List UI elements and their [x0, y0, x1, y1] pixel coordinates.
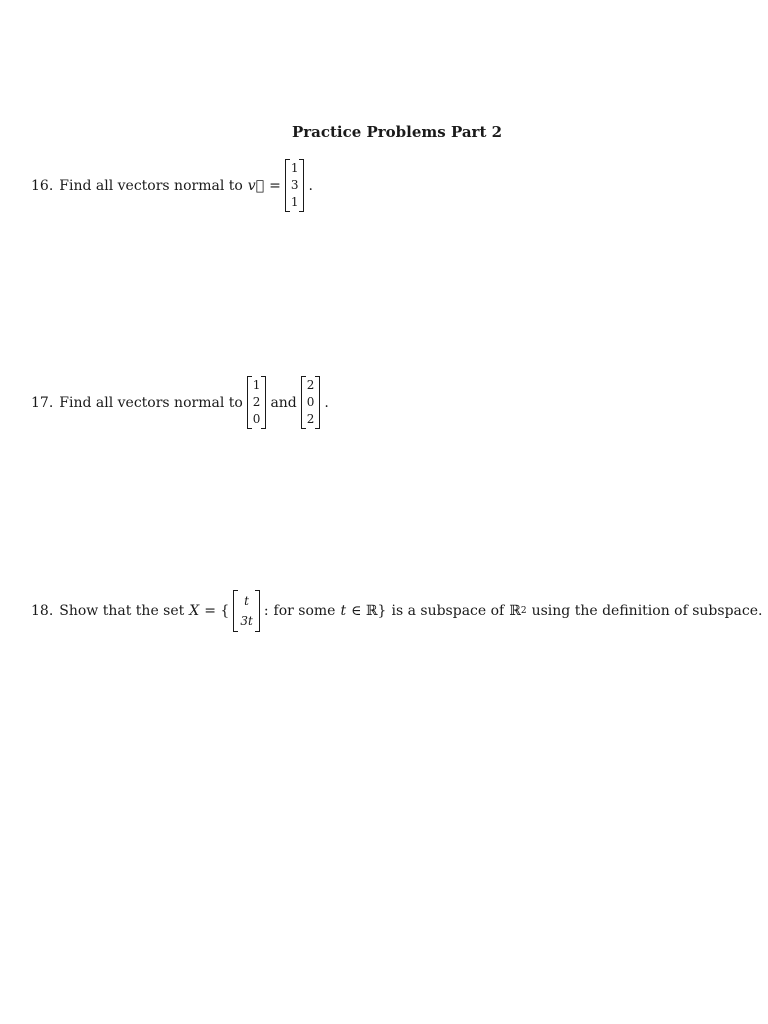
vector-symbol: v⃗: [247, 177, 265, 194]
vector-entry: 1: [290, 195, 299, 209]
vector-entry: 1: [290, 161, 299, 175]
vector-entry: 2: [306, 412, 315, 426]
problem-18: [31, 590, 762, 632]
real-space: ℝ: [509, 603, 521, 619]
problem-text-end: using the definition of subspace.: [531, 603, 763, 619]
conjunction: and: [270, 394, 297, 411]
exponent: 2: [520, 606, 527, 616]
column-vector-b: [301, 376, 321, 429]
equals-sign: =: [269, 177, 281, 194]
vector-entry: 2: [252, 395, 261, 409]
page-title: Practice Problems Part 2: [291, 123, 503, 141]
problem-number: 17.: [31, 394, 54, 411]
column-vector-a: [247, 376, 267, 429]
problem-text: Show that the set: [59, 603, 185, 619]
parameter: t: [340, 603, 347, 619]
column-vector: [285, 159, 305, 212]
problem-text-mid: is a subspace of: [391, 603, 505, 619]
problem-text: Find all vectors normal to: [59, 394, 243, 411]
equals-brace: = {: [204, 603, 230, 619]
problem-17: [31, 376, 329, 429]
problem-number: 18.: [31, 603, 54, 619]
column-vector: [233, 590, 259, 632]
vector-entry: 2: [306, 378, 315, 392]
vector-entry: 3: [290, 178, 299, 192]
vector-entry: 1: [252, 378, 261, 392]
vector-entry: 0: [252, 412, 261, 426]
problem-text: Find all vectors normal to: [59, 177, 243, 194]
vector-entry: 3t: [240, 614, 253, 628]
vector-entry: 0: [306, 395, 315, 409]
set-variable: X: [189, 603, 200, 619]
vector-entry: t: [244, 594, 249, 608]
problem-16: [31, 159, 313, 212]
period: .: [308, 177, 313, 194]
colon: :: [263, 603, 269, 619]
membership: ∈ ℝ}: [351, 603, 387, 619]
condition-prefix: for some: [273, 603, 336, 619]
period: .: [324, 394, 329, 411]
problem-number: 16.: [31, 177, 54, 194]
